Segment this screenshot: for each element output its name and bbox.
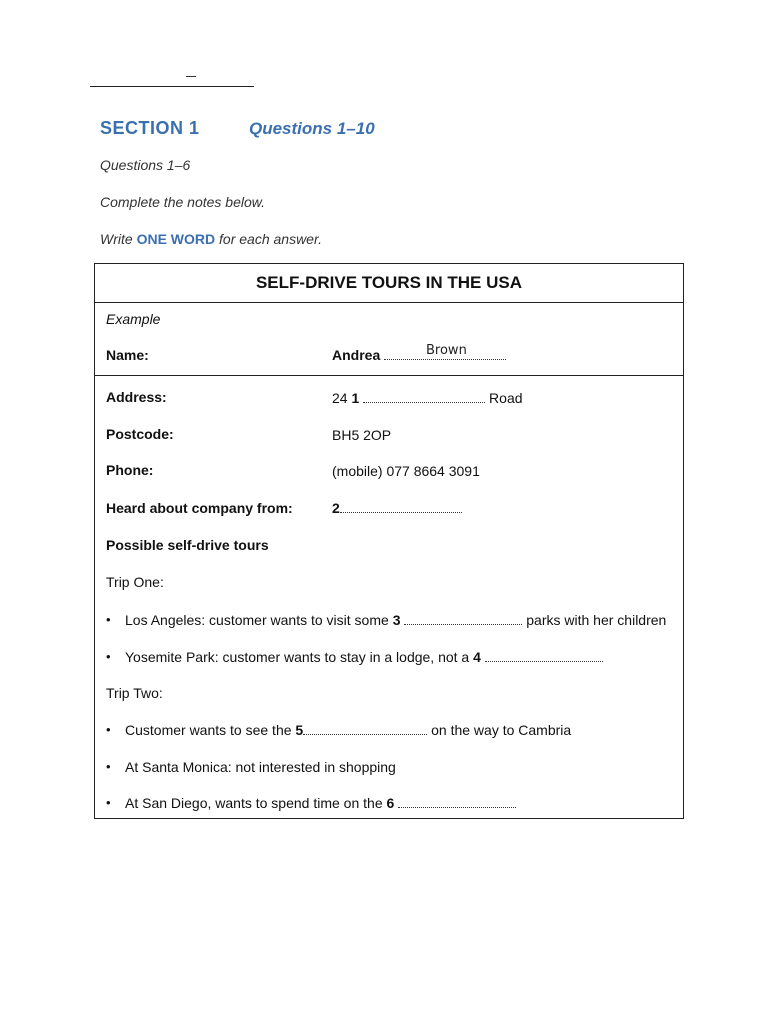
heard-label: Heard about company from: bbox=[106, 500, 293, 516]
name-value: Andrea bbox=[332, 347, 506, 363]
header-rule bbox=[90, 86, 254, 87]
one-word-emphasis: ONE WORD bbox=[136, 231, 216, 247]
q2-answer-line[interactable] bbox=[340, 502, 462, 513]
top-mark bbox=[186, 76, 196, 77]
q1-number: 1 bbox=[351, 390, 360, 406]
q4-number: 4 bbox=[473, 649, 481, 665]
q3-answer-line[interactable] bbox=[404, 614, 522, 625]
phone-label: Phone: bbox=[106, 462, 154, 478]
q5-answer-line[interactable] bbox=[303, 724, 427, 735]
trip-one-label: Trip One: bbox=[106, 574, 164, 590]
name-row bbox=[106, 347, 149, 363]
notes-form bbox=[94, 263, 684, 819]
phone-value: (mobile) 077 8664 3091 bbox=[332, 463, 480, 479]
bullet-q4: • Yosemite Park: customer wants to stay in a lodge, not a 4 bbox=[95, 649, 683, 669]
sub-range: Questions 1–6 bbox=[100, 157, 191, 173]
bullet-q5: • Customer wants to see the 5 on the way to Cambria bbox=[106, 722, 572, 738]
tours-label: Possible self-drive tours bbox=[106, 537, 269, 553]
postcode-label: Postcode: bbox=[106, 426, 174, 442]
q2-number: 2 bbox=[332, 500, 340, 516]
heard-value bbox=[332, 500, 462, 516]
trip-two-label: Trip Two: bbox=[106, 685, 163, 701]
q1-answer-line[interactable] bbox=[363, 392, 485, 403]
q6-answer-line[interactable] bbox=[398, 797, 516, 808]
name-label: Name: bbox=[106, 347, 149, 363]
bullet-q6: • At San Diego, wants to spend time on the 6 bbox=[95, 795, 683, 815]
questions-range: Questions 1–10 bbox=[249, 119, 375, 138]
bullet-santa-monica: • At Santa Monica: not interested in shopping bbox=[106, 759, 396, 775]
address-value: 24 1 Road bbox=[332, 390, 523, 406]
example-divider bbox=[95, 375, 683, 376]
instruction-write: Write ONE WORD for each answer. bbox=[100, 231, 322, 247]
postcode-value: BH5 2OP bbox=[332, 427, 392, 443]
q5-number: 5 bbox=[295, 722, 304, 738]
instruction-complete: Complete the notes below. bbox=[100, 194, 265, 210]
q3-number: 3 bbox=[392, 612, 401, 628]
q6-number: 6 bbox=[386, 795, 395, 811]
name-answer: Brown bbox=[426, 343, 467, 358]
section-heading: SECTION 1 bbox=[100, 118, 200, 138]
q4-answer-line[interactable] bbox=[485, 651, 603, 662]
address-label: Address: bbox=[106, 389, 167, 405]
form-title: SELF-DRIVE TOURS IN THE USA bbox=[95, 264, 683, 303]
bullet-q3: • Los Angeles: customer wants to visit some 3 parks with her children bbox=[106, 612, 667, 628]
example-label: Example bbox=[106, 311, 161, 327]
